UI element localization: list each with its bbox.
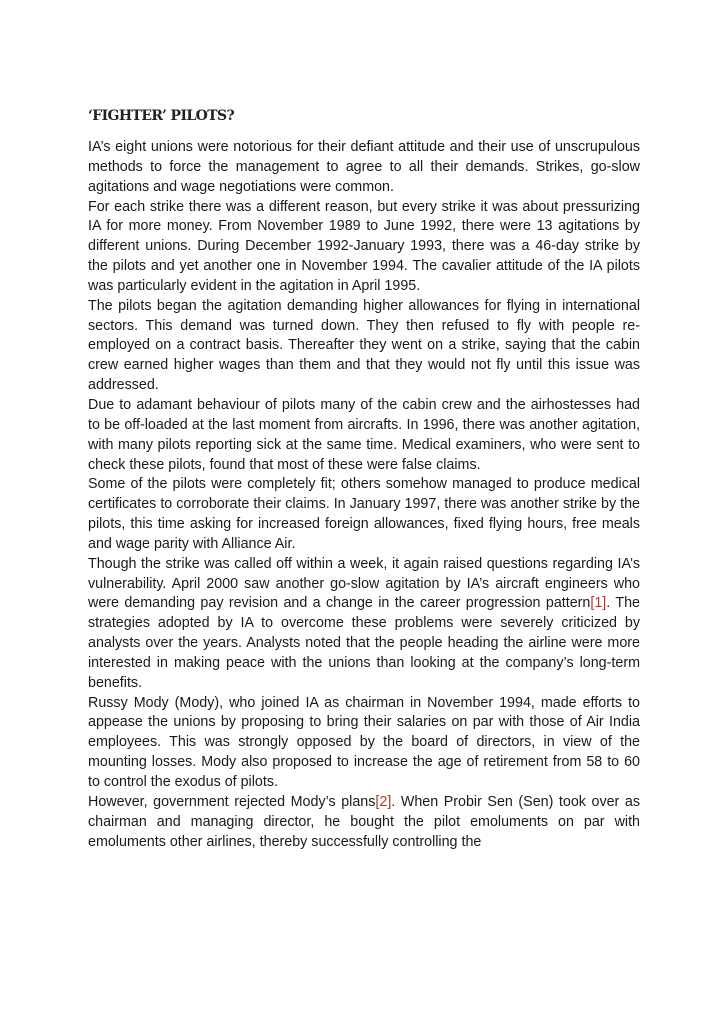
- footnote-link-1[interactable]: [1]: [590, 595, 607, 612]
- paragraph-6-text-before: Though the strike was called off within a week, it again raised questions regarding IA’s vulnerability. April 2000 saw another go-slow agitation by IA’s aircraft engineers who were demanding pay revision and a change in the career progression pattern: [88, 555, 640, 612]
- paragraph-8-text-before: However, government rejected Mody’s plans: [88, 793, 376, 810]
- paragraph-8-text-after: . When Probir Sen (Sen) took over as chairman and managing director, he bought the pilot emoluments on par with emoluments other airlines, thereby successfully controlling the: [88, 793, 640, 850]
- document-page: [88, 96, 640, 852]
- section-heading: ‘FIGHTER’ PILOTS?: [88, 108, 235, 124]
- paragraph-1: IA’s eight unions were notorious for their defiant attitude and their use of unscrupulous methods to force the management to agree to all their demands. Strikes, go-slow agitations and wage negotiations were common.: [88, 139, 640, 195]
- paragraph-6-text-after: . The strategies adopted by IA to overcome these problems were severely criticized by analysts over the years. Analysts noted that the people heading the airline were more interested in making peace with the unions than looking at the company’s long-term benefits.: [88, 595, 640, 691]
- paragraph-6: [88, 555, 640, 694]
- paragraph-3: The pilots began the agitation demanding higher allowances for flying in international sectors. This demand was turned down. They then refused to fly with people re-employed on a contract basis. Thereafter they went on a strike, saying that the cabin crew earned higher wages than them and that they would not fly until this issue was addressed.: [88, 297, 640, 394]
- paragraph-2: For each strike there was a different reason, but every strike it was about pressurizing IA for more money. From November 1989 to June 1992, there were 13 agitations by different unions. During December 1992-January 1993, there was a 46-day strike by the pilots and yet another one in November 1994. The cavalier attitude of the IA pilots was particularly evident in the agitation in April 1995.: [88, 198, 640, 294]
- footnote-link-2[interactable]: [2]: [375, 793, 392, 810]
- paragraph-5: Some of the pilots were completely fit; others somehow managed to produce medical certificates to corroborate their claims. In January 1997, there was another strike by the pilots, this time asking for increased foreign allowances, fixed flying hours, free meals and wage parity with Alliance Air.: [88, 476, 640, 552]
- paragraph-7: Russy Mody (Mody), who joined IA as chairman in November 1994, made efforts to appease the unions by proposing to bring their salaries on par with those of Air India employees. This was strongly opposed by the board of directors, in view of the mounting losses. Mody also proposed to increase the age of retirement from 58 to 60 to control the exodus of pilots.: [88, 694, 640, 790]
- paragraph-8: [88, 793, 640, 853]
- paragraph-4: Due to adamant behaviour of pilots many of the cabin crew and the airhostesses had to be off-loaded at the last moment from aircrafts. In 1996, there was another agitation, with many pilots reporting sick at the same time. Medical examiners, who were sent to check these pilots, found that most of these were false claims.: [88, 396, 640, 473]
